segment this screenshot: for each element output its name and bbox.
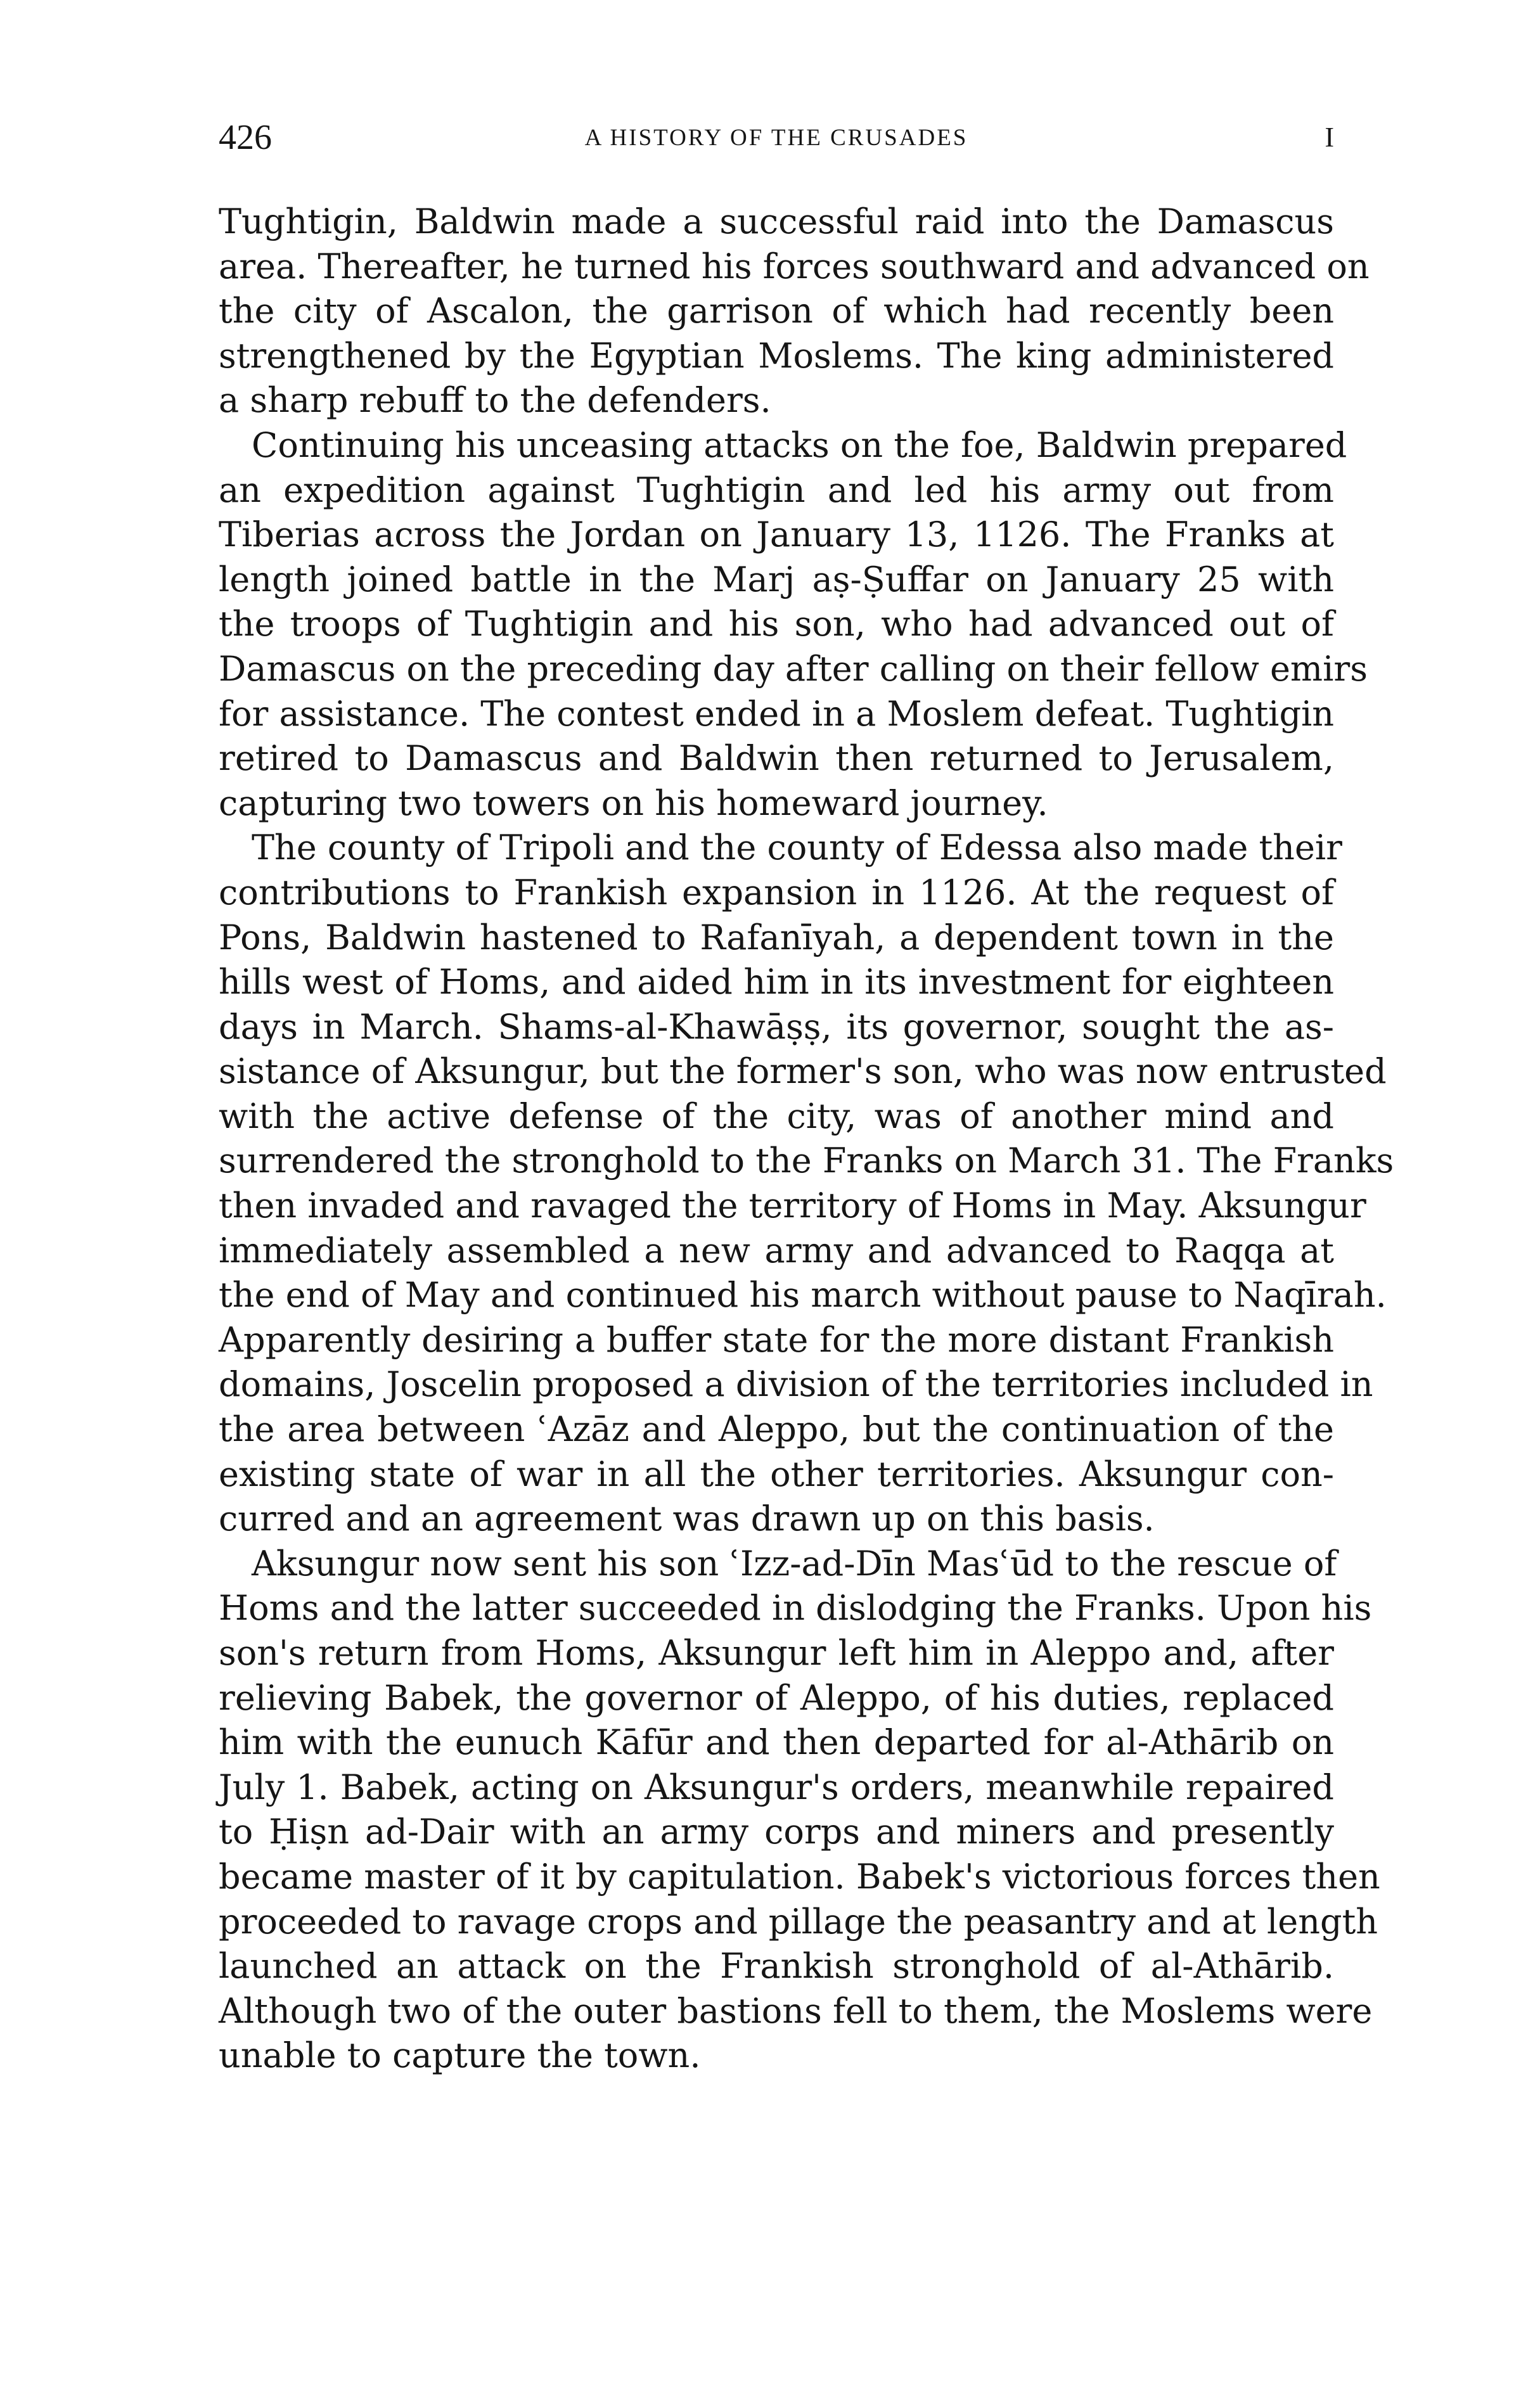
text-line: Apparently desiring a buffer state for the more distant Frankish	[219, 1319, 1334, 1360]
body-text	[219, 200, 1394, 2078]
text-line: retired to Damascus and Baldwin then returned to Jerusalem,	[219, 738, 1334, 779]
text-line: unable to capture the town.	[219, 2035, 701, 2076]
text-line: The county of Tripoli and the county of Edessa also made their	[252, 828, 1342, 868]
text-line: him with the eunuch Kāfūr and then departed for al-Athārib on	[219, 1722, 1334, 1763]
text-line: the city of Ascalon, the garrison of which had recently been	[219, 291, 1334, 331]
chapter-number: I	[1325, 122, 1334, 153]
text-line: July 1. Babek, acting on Aksungur's orders, meanwhile repaired	[219, 1767, 1334, 1807]
text-line: Tiberias across the Jordan on January 13, 1126. The Franks at	[219, 515, 1334, 555]
text-line: proceeded to ravage crops and pillage the peasantry and at length	[219, 1901, 1378, 1942]
text-line: Tughtigin, Baldwin made a successful raid into the Damascus	[219, 202, 1334, 241]
text-line: a sharp rebuff to the defenders.	[219, 380, 771, 421]
text-line: the area between ʿAzāz and Aleppo, but the continuation of the	[219, 1409, 1334, 1450]
text-line: Damascus on the preceding day after calling on their fellow emirs	[219, 648, 1368, 689]
text-line: days in March. Shams-al-Khawāṣṣ, its governor, sought the as-	[219, 1006, 1334, 1047]
text-line: son's return from Homs, Aksungur left him in Aleppo and, after	[219, 1633, 1334, 1673]
running-head	[219, 115, 1334, 160]
text-line: launched an attack on the Frankish stronghold of al-Athārib.	[219, 1946, 1334, 1987]
text-line: Continuing his unceasing attacks on the foe, Baldwin prepared	[252, 425, 1347, 465]
text-line: to Ḥiṣn ad-Dair with an army corps and miners and presently	[219, 1812, 1334, 1852]
text-line: curred and an agreement was drawn up on this basis.	[219, 1499, 1155, 1539]
text-line: became master of it by capitulation. Babek's victorious forces then	[219, 1856, 1380, 1897]
running-title: A HISTORY OF THE CRUSADES	[584, 125, 968, 151]
text-line: length joined battle in the Marj aṣ-Ṣuffar on January 25 with	[219, 559, 1334, 599]
text-line: strengthened by the Egyptian Moslems. The king administered	[219, 335, 1334, 376]
text-line: Aksungur now sent his son ʿIzz-ad-Dīn Masʿūd to the rescue of	[252, 1543, 1337, 1584]
text-line: sistance of Aksungur, but the former's son, who was now entrusted	[219, 1051, 1387, 1092]
text-line: immediately assembled a new army and advanced to Raqqa at	[219, 1230, 1334, 1271]
text-line: surrendered the stronghold to the Franks on March 31. The Franks	[219, 1141, 1394, 1181]
text-line: an expedition against Tughtigin and led his army out from	[219, 470, 1334, 510]
text-line: capturing two towers on his homeward journey.	[219, 783, 1048, 823]
text-line: Homs and the latter succeeded in dislodging the Franks. Upon his	[219, 1588, 1372, 1629]
text-line: Although two of the outer bastions fell to them, the Moslems were	[219, 1990, 1373, 2031]
page-number: 426	[219, 118, 272, 157]
text-line: the troops of Tughtigin and his son, who had advanced out of	[219, 604, 1334, 644]
text-line: the end of May and continued his march without pause to Naqīrah.	[219, 1275, 1387, 1316]
text-line: with the active defense of the city, was of another mind and	[219, 1096, 1334, 1136]
text-line: contributions to Frankish expansion in 1126. At the request of	[219, 872, 1334, 913]
text-line: area. Thereafter, he turned his forces southward and advanced on	[219, 246, 1370, 286]
text-line: hills west of Homs, and aided him in its investment for eighteen	[219, 962, 1334, 1002]
text-line: domains, Joscelin proposed a division of the territories included in	[219, 1364, 1373, 1405]
text-line: relieving Babek, the governor of Aleppo, of his duties, replaced	[219, 1677, 1334, 1718]
text-line: existing state of war in all the other territories. Aksungur con-	[219, 1454, 1334, 1494]
text-line: for assistance. The contest ended in a Moslem defeat. Tughtigin	[219, 693, 1335, 734]
text-line: then invaded and ravaged the territory of Homs in May. Aksungur	[219, 1186, 1366, 1226]
text-line: Pons, Baldwin hastened to Rafanīyah, a dependent town in the	[219, 917, 1334, 957]
